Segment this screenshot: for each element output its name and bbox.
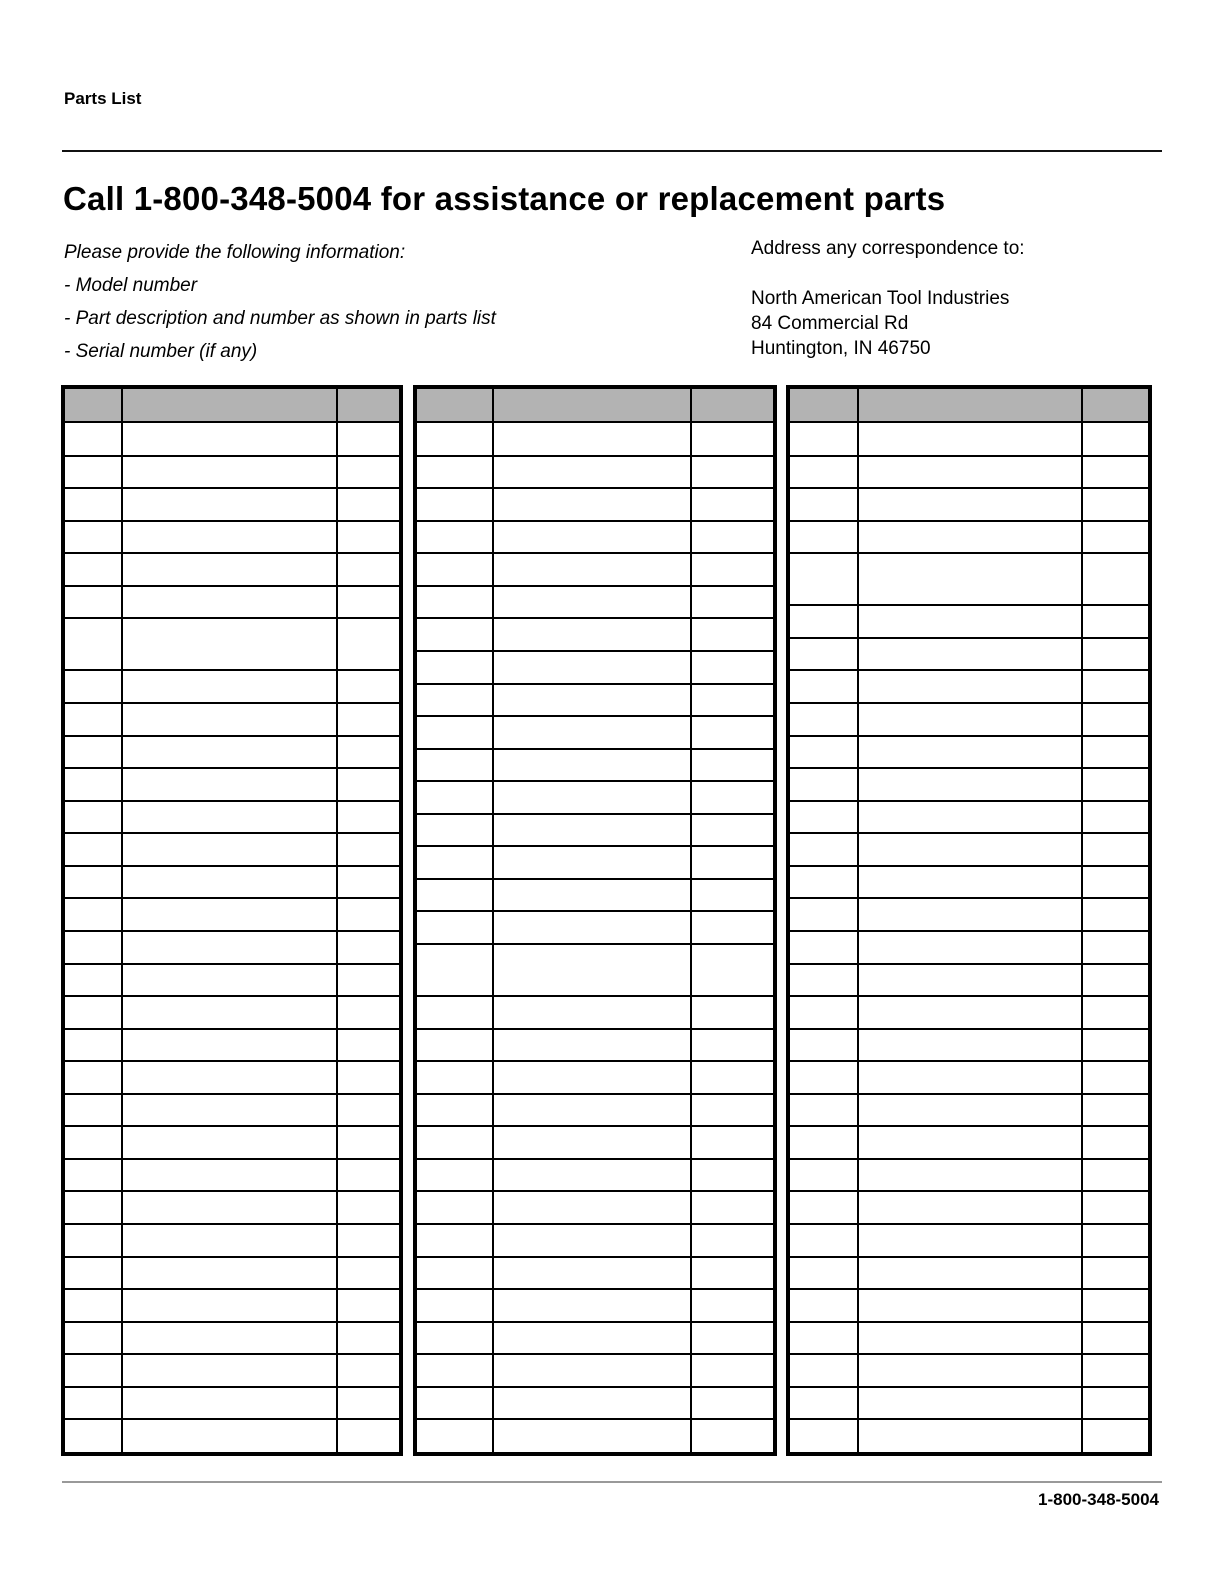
table-column-divider bbox=[690, 389, 692, 1452]
table-row bbox=[65, 1256, 399, 1258]
table-column-divider bbox=[1081, 389, 1083, 1452]
parts-table-right bbox=[786, 385, 1152, 1456]
address-line-city: Huntington, IN 46750 bbox=[751, 338, 931, 359]
info-intro: Please provide the following information: bbox=[64, 242, 406, 263]
table-row bbox=[417, 1028, 773, 1030]
table-row bbox=[417, 813, 773, 815]
info-item-model: - Model number bbox=[64, 275, 198, 296]
table-row bbox=[417, 455, 773, 457]
table-row bbox=[790, 702, 1148, 704]
table-row bbox=[417, 780, 773, 782]
table-column-divider bbox=[336, 389, 338, 1452]
table-row bbox=[790, 735, 1148, 737]
table-row bbox=[417, 650, 773, 652]
table-row bbox=[417, 683, 773, 685]
table-row bbox=[790, 832, 1148, 834]
table-row bbox=[417, 943, 773, 945]
parts-table-middle bbox=[413, 385, 777, 1456]
table-row bbox=[417, 845, 773, 847]
table-row bbox=[790, 995, 1148, 997]
table-header-row bbox=[417, 389, 773, 423]
table-row bbox=[65, 455, 399, 457]
table-row bbox=[417, 910, 773, 912]
table-row bbox=[65, 552, 399, 554]
table-row bbox=[417, 1223, 773, 1225]
bottom-divider bbox=[62, 1481, 1162, 1483]
table-row bbox=[65, 487, 399, 489]
table-row bbox=[65, 1060, 399, 1062]
table-row bbox=[65, 995, 399, 997]
table-row bbox=[790, 552, 1148, 554]
table-row bbox=[417, 995, 773, 997]
table-row bbox=[417, 1256, 773, 1258]
table-row bbox=[65, 585, 399, 587]
table-row bbox=[65, 1093, 399, 1095]
table-header-row bbox=[790, 389, 1148, 423]
table-row bbox=[417, 748, 773, 750]
table-row bbox=[790, 669, 1148, 671]
table-row bbox=[790, 963, 1148, 965]
table-row bbox=[417, 487, 773, 489]
parts-table-left bbox=[61, 385, 403, 1456]
table-row bbox=[417, 1158, 773, 1160]
table-row bbox=[790, 1353, 1148, 1355]
table-row bbox=[417, 1321, 773, 1323]
table-row bbox=[790, 455, 1148, 457]
table-row bbox=[65, 1223, 399, 1225]
table-row bbox=[417, 1093, 773, 1095]
table-row bbox=[417, 585, 773, 587]
table-row bbox=[790, 1418, 1148, 1420]
table-row bbox=[65, 1028, 399, 1030]
page-label: Parts List bbox=[64, 89, 142, 108]
table-row bbox=[417, 617, 773, 619]
table-column-divider bbox=[857, 389, 859, 1452]
table-row bbox=[790, 1093, 1148, 1095]
table-row bbox=[790, 1158, 1148, 1160]
table-row bbox=[65, 930, 399, 932]
address-intro: Address any correspondence to: bbox=[751, 238, 1025, 259]
table-row bbox=[65, 1125, 399, 1127]
table-row bbox=[65, 1321, 399, 1323]
table-row bbox=[65, 1288, 399, 1290]
table-row bbox=[417, 1418, 773, 1420]
table-row bbox=[65, 897, 399, 899]
table-row bbox=[417, 1190, 773, 1192]
table-row bbox=[790, 1125, 1148, 1127]
table-row bbox=[790, 487, 1148, 489]
table-column-divider bbox=[492, 389, 494, 1452]
info-item-serial: - Serial number (if any) bbox=[64, 341, 258, 362]
table-row bbox=[790, 1256, 1148, 1258]
table-row bbox=[790, 1028, 1148, 1030]
table-row bbox=[65, 1353, 399, 1355]
table-row bbox=[790, 520, 1148, 522]
table-row bbox=[65, 617, 399, 619]
table-column-divider bbox=[121, 389, 123, 1452]
table-row bbox=[790, 767, 1148, 769]
table-row bbox=[65, 1190, 399, 1192]
table-row bbox=[790, 897, 1148, 899]
table-row bbox=[417, 520, 773, 522]
address-line-company: North American Tool Industries bbox=[751, 288, 1010, 309]
headline: Call 1-800-348-5004 for assistance or replacement parts bbox=[63, 180, 946, 217]
table-row bbox=[65, 832, 399, 834]
table-row bbox=[790, 930, 1148, 932]
table-row bbox=[790, 1288, 1148, 1290]
table-row bbox=[790, 637, 1148, 639]
table-row bbox=[790, 800, 1148, 802]
table-row bbox=[790, 1321, 1148, 1323]
table-row bbox=[65, 1386, 399, 1388]
table-row bbox=[790, 865, 1148, 867]
table-row bbox=[65, 735, 399, 737]
table-row bbox=[790, 1223, 1148, 1225]
info-item-part: - Part description and number as shown in parts list bbox=[64, 308, 496, 329]
table-row bbox=[790, 1190, 1148, 1192]
table-row bbox=[790, 1060, 1148, 1062]
table-row bbox=[65, 800, 399, 802]
table-row bbox=[65, 520, 399, 522]
footer-phone: 1-800-348-5004 bbox=[1038, 1490, 1159, 1509]
table-row bbox=[417, 1060, 773, 1062]
table-header-row bbox=[65, 389, 399, 423]
table-row bbox=[417, 1353, 773, 1355]
table-row bbox=[790, 604, 1148, 606]
table-row bbox=[417, 715, 773, 717]
table-row bbox=[65, 963, 399, 965]
table-row bbox=[65, 767, 399, 769]
table-row bbox=[417, 1125, 773, 1127]
table-row bbox=[417, 878, 773, 880]
table-row bbox=[417, 552, 773, 554]
table-row bbox=[65, 1158, 399, 1160]
table-row bbox=[417, 1386, 773, 1388]
table-row bbox=[65, 1418, 399, 1420]
table-row bbox=[65, 702, 399, 704]
address-line-street: 84 Commercial Rd bbox=[751, 313, 909, 334]
table-row bbox=[790, 1386, 1148, 1388]
table-row bbox=[65, 669, 399, 671]
table-row bbox=[65, 865, 399, 867]
table-row bbox=[417, 1288, 773, 1290]
